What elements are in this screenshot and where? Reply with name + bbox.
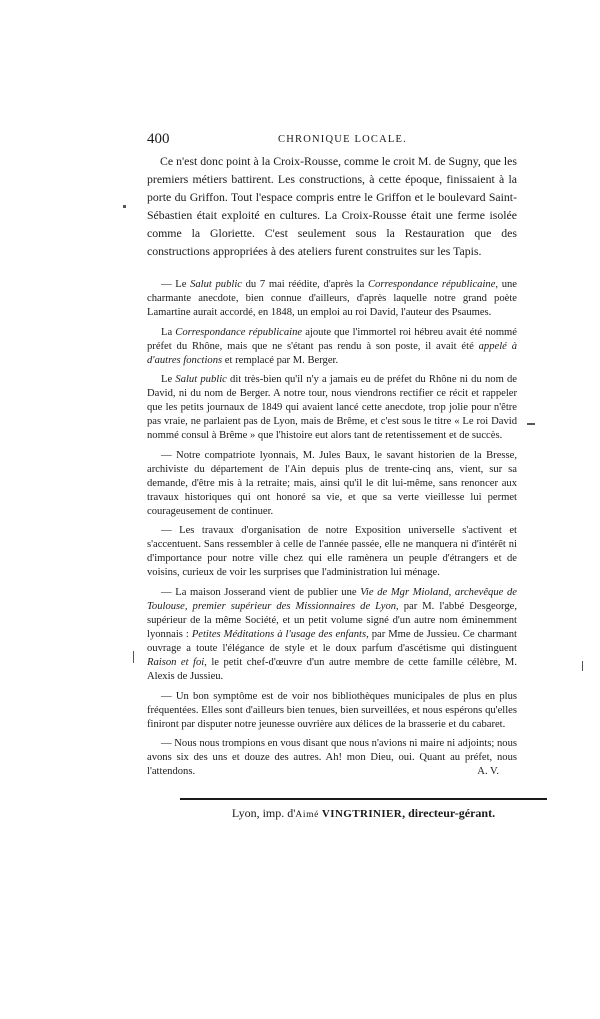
closing-rule [180,798,547,800]
text-run: — Les travaux d'organisation de notre Exposition universelle s'activent et s'accentuent. Sans ressembler à celle de l'année passée, elle ne manquera ni d'intérêt ni d'importance pour notre ville chez qui elle ramènera un peuple d'étrangers et de voisins, curieux de voir les surprises que l'administration lui ménage. [147,525,517,579]
text-run: — Notre compatriote lyonnais, M. Jules Baux, le savant historien de la Bresse, archiviste du département de l'Ain depuis plus de trente-cinq ans, vient, sur sa demande, d'être mis à la retraite; mais, ainsi qu'il le dit lui-même, sans renoncer aux travaux historiques qui ont honoré sa vie, et que sa verte vieillesse lui permet courageusement de continuer. [147,449,517,517]
scan-mark [123,205,126,208]
news-item [147,690,517,732]
italic-text: appelé à d'autres fonctions [147,340,517,366]
author-signature: A. V. [477,766,499,778]
news-item [147,373,517,443]
text-run: , par Mme de Jussieu. Ce charmant ouvrage a toute l'élégance de style et le doux parfum d'ascétisme qui distinguent [147,628,517,654]
italic-text: Vie de Mgr Mioland, archevêque de Toulouse, premier supérieur des Missionnaires de Lyon [147,586,517,612]
lead-section [147,152,517,261]
scan-mark [527,423,535,425]
news-item [147,326,517,368]
italic-text: Raison et foi [147,656,205,668]
text-run: , une charmante anecdote, bien connue d'ailleurs, d'après laquelle notre grand poète Lamartine aurait accordé, en 1848, un emploi au roi David, l'auteur des Psaumes. [147,279,518,318]
news-item [147,586,517,684]
imprint-surname: VINGTRINIER [321,808,403,820]
text-run: dit très-bien qu'il n'y a jamais eu de préfet du Rhône ni du nom de David, ni du nom de Berger. A notre tour, nous viendrons rectifier ce récit et rappeler que les petits journaux de 1849 qui avaient lancé cette anecdote, trop jolie pour n'être pas vraie, ne parlaient pas de Lyon, mais de Brême, et c'est sous le titre « Le roi David nommé consul à Brême » que l'histoire eut alors tant de retentissement et de succès. [147,374,518,442]
running-head: CHRONIQUE LOCALE. [278,134,407,145]
imprint-role: , directeur-gérant. [402,806,496,820]
page-number: 400 [147,131,170,147]
news-item [147,278,517,320]
lead-paragraph: Ce n'est donc point à la Croix-Rousse, comme le croit M. de Sugny, que les premiers métiers battirent. Les constructions, à cette époque, finissaient à la porte du Griffon. Tout l'espace compris entre le Griffon et le boulevard Saint-Sébastien était exploité en cultures. La Croix-Rousse était une ferme isolée comme la Gloriette. C'est seulement sous la Restauration que des constructions appropriées à des ateliers furent construites sur les Tapis. [147,154,517,259]
imprint-prefix: Lyon, imp. d' [231,806,296,820]
text-run: — La maison Josserand vient de publier une [161,586,361,598]
text-run: La [161,326,176,338]
italic-text: Petites Méditations à l'usage des enfants [191,628,367,640]
text-run: ajoute que l'immortel roi hébreu avait été nommé préfet du Rhône, mais que ne s'étant pas rendu à son poste, il avait été [147,326,517,352]
page-header [147,131,518,147]
text-run: du 7 mai réédite, d'après la [241,279,368,290]
news-items [147,278,517,785]
text-run: , par M. l'abbé Desgeorge, supérieur de la même Société, et un petit volume signé d'un autre nom éminemment lyonnais : [147,600,517,640]
text-run: , le petit chef-d'œuvre d'un autre membre de cette famille célèbre, M. Alexis de Jussieu. [147,656,517,682]
text-run: et remplacé par M. Berger. [222,354,339,366]
scan-mark [133,651,134,663]
text-run: — Nous nous trompions en vous disant que nous n'avions ni maire ni adjoints; nous avons six des uns et douze des autres. Ah! mon Dieu, oui. Quant au préfet, nous l'attendons. [147,738,517,778]
news-item [147,737,517,779]
italic-text: Correspondance républicaine [175,326,303,338]
italic-text: Correspondance républicaine [367,279,496,290]
imprint-first-name: Aimé [295,810,319,820]
news-item [147,449,517,519]
scan-mark [582,661,583,671]
italic-text: Salut public [190,279,242,290]
text-run: — Un bon symptôme est de voir nos bibliothèques municipales de plus en plus fréquentées. Elles sont d'ailleurs bien tenues, bien surveillées, et nous espérons qu'elles finiront par disputer notre jeunesse ouvrière aux délices de la brasserie et du cabaret. [147,690,517,730]
text-run: — Le [161,279,191,290]
news-item [147,524,517,580]
printer-imprint [180,805,547,823]
text-run: Le [161,374,176,386]
italic-text: Salut public [175,374,227,386]
